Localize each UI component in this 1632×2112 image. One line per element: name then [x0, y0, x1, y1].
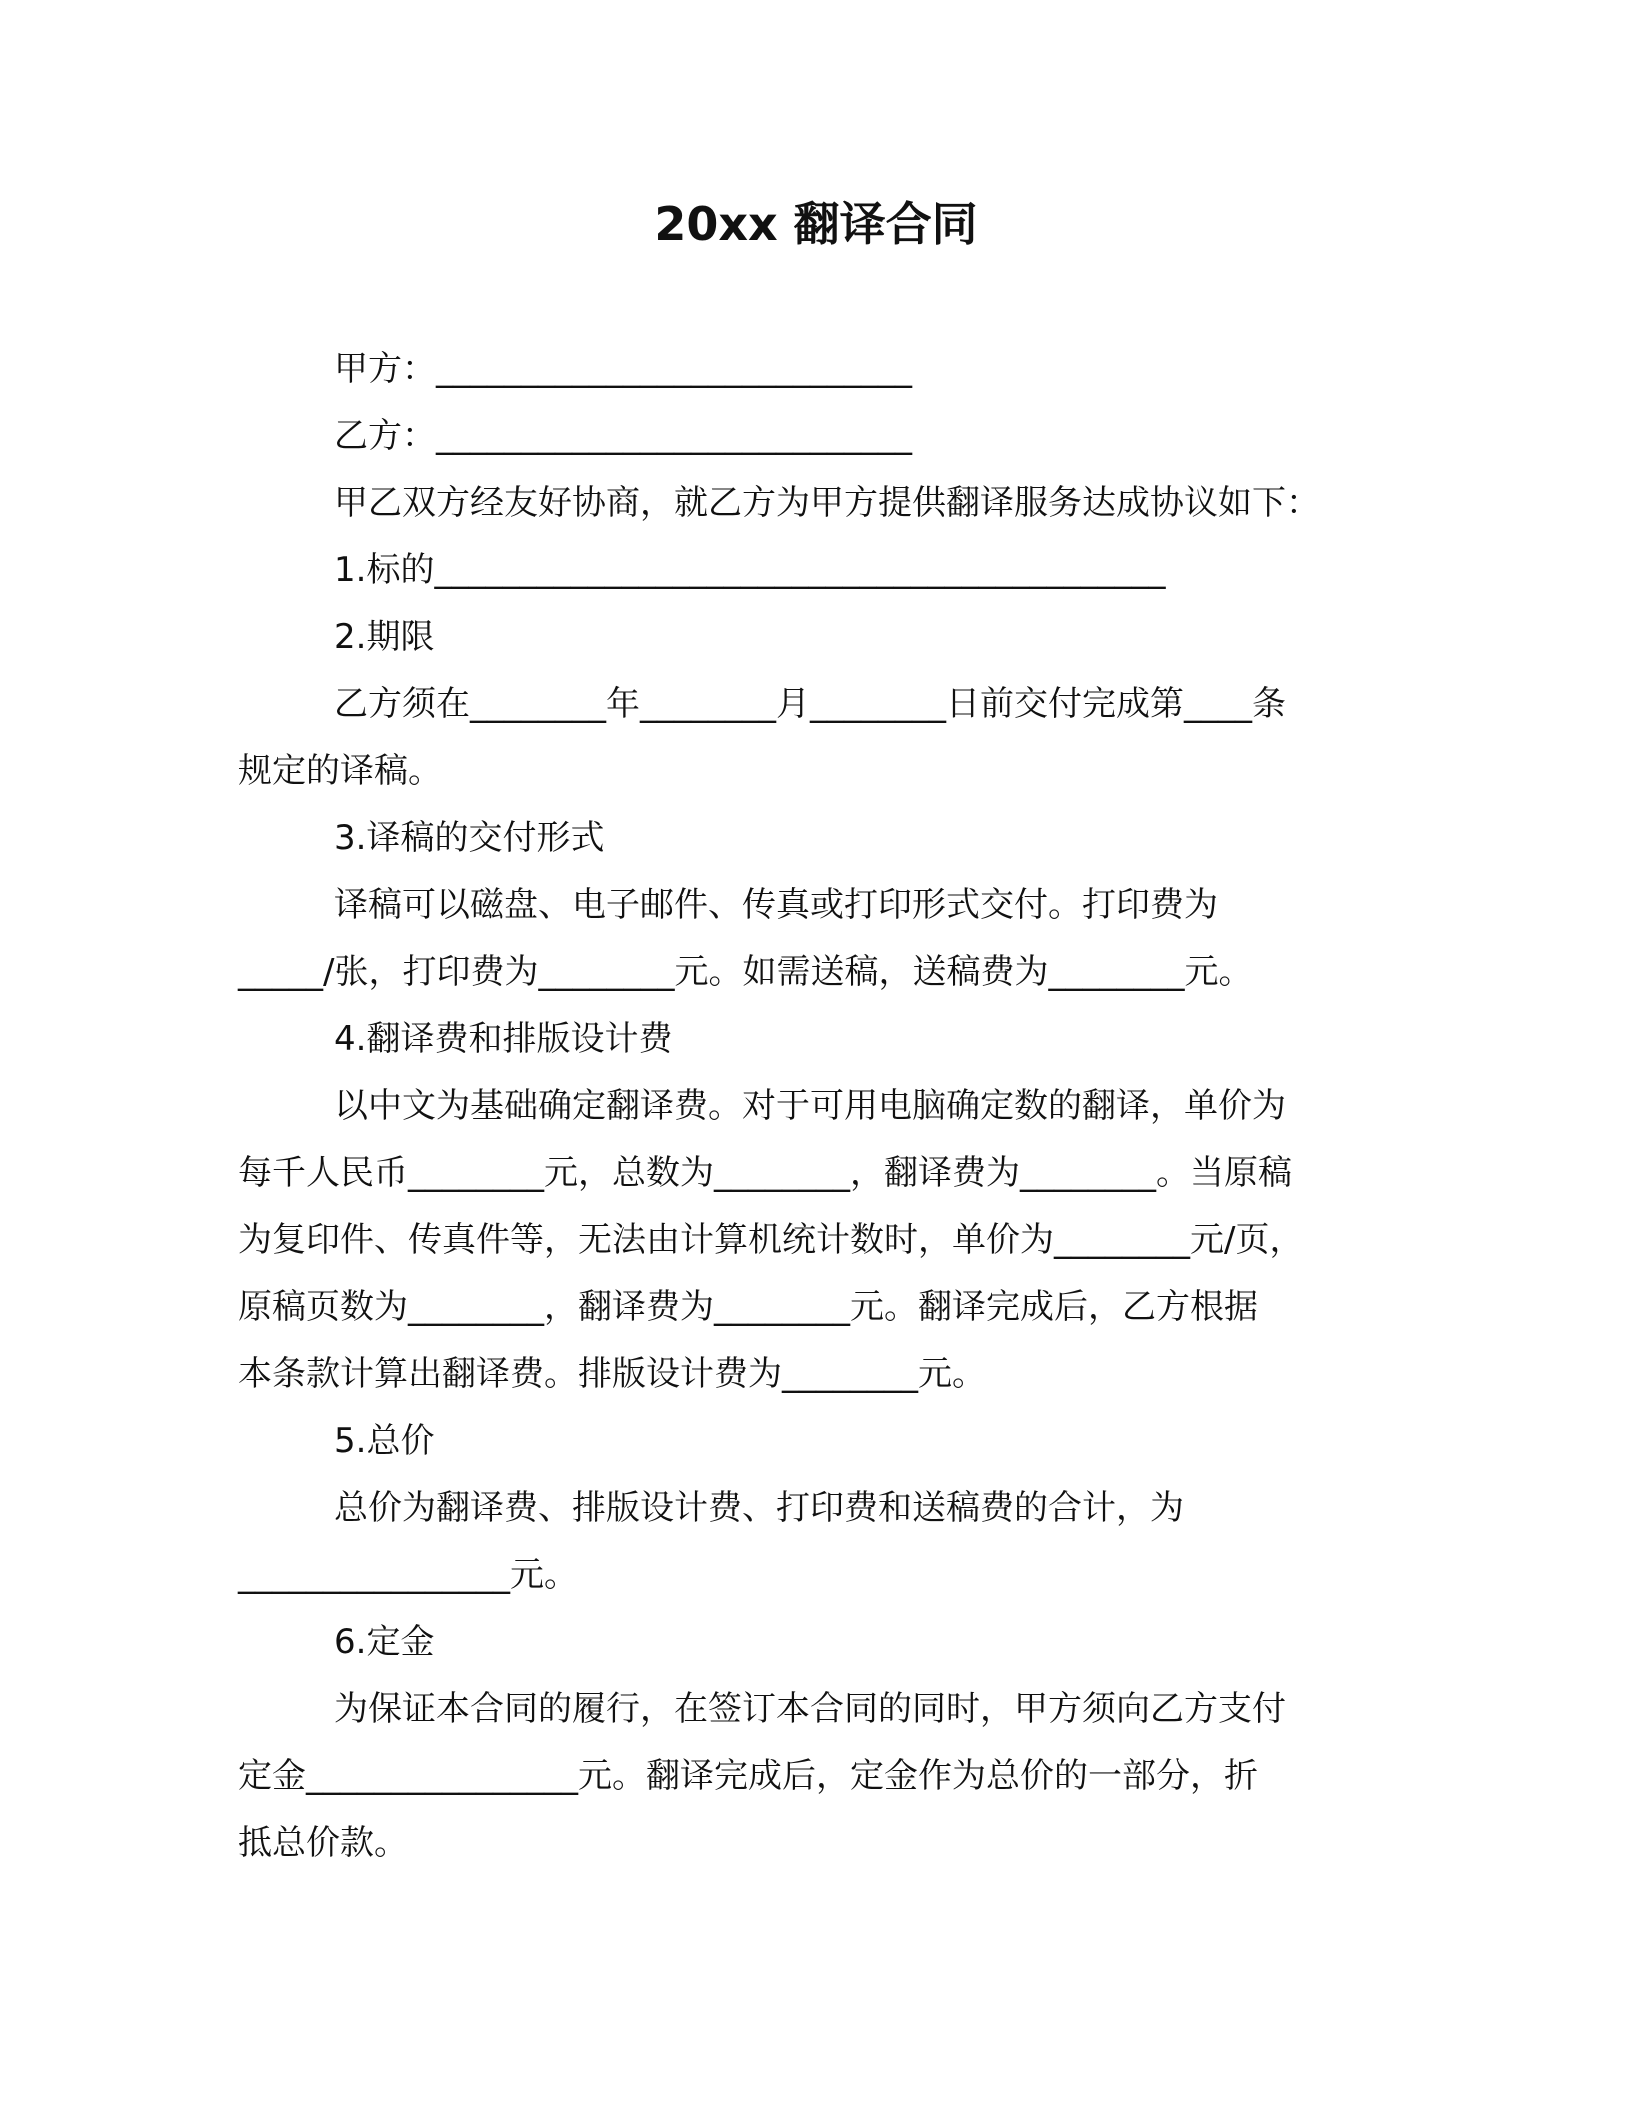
clause-2-text-line: 规定的译稿。 — [238, 751, 442, 791]
clause-6-text-line: 为保证本合同的履行，在签订本合同的同时，甲方须向乙方支付 — [334, 1689, 1286, 1729]
clause-4-text-line: 每千人民币________元，总数为________，翻译费为________。当原稿 — [238, 1153, 1292, 1193]
clause-4-text-line: 原稿页数为________，翻译费为________元。翻译完成后，乙方根据 — [238, 1287, 1258, 1327]
clause-5-text-line: 总价为翻译费、排版设计费、打印费和送稿费的合计，为 — [334, 1488, 1184, 1528]
clause-6-text-line: 抵总价款。 — [238, 1823, 408, 1863]
clause-1-subject: 1.标的___________________________________________ — [334, 550, 1166, 590]
clause-6-text-line: 定金________________元。翻译完成后，定金作为总价的一部分，折 — [238, 1756, 1258, 1796]
clause-2-text-line: 乙方须在________年________月________日前交付完成第____条 — [334, 684, 1286, 724]
clause-3-heading: 3.译稿的交付形式 — [334, 818, 605, 858]
clause-4-text-line: 以中文为基础确定翻译费。对于可用电脑确定数的翻译，单价为 — [334, 1086, 1286, 1126]
party-b-line: 乙方：____________________________ — [334, 416, 912, 456]
document-body — [238, 336, 1398, 1877]
clause-6-heading: 6.定金 — [334, 1622, 435, 1662]
clause-4-text-line: 为复印件、传真件等，无法由计算机统计数时，单价为________元/页， — [238, 1220, 1304, 1260]
clause-3-text-line: 译稿可以磁盘、电子邮件、传真或打印形式交付。打印费为 — [334, 885, 1218, 925]
clause-4-text-line: 本条款计算出翻译费。排版设计费为________元。 — [238, 1354, 986, 1394]
clause-5-heading: 5.总价 — [334, 1421, 435, 1461]
clause-5-text-line: ________________元。 — [238, 1555, 578, 1595]
document-title: 20xx 翻译合同 — [654, 197, 978, 251]
preamble-paragraph: 甲乙双方经友好协商，就乙方为甲方提供翻译服务达成协议如下： — [334, 483, 1320, 523]
clause-3-text-line: _____/张，打印费为________元。如需送稿，送稿费为________元。 — [238, 952, 1253, 992]
party-a-line: 甲方：____________________________ — [334, 349, 912, 389]
clause-2-heading: 2.期限 — [334, 617, 435, 657]
clause-4-heading: 4.翻译费和排版设计费 — [334, 1019, 673, 1059]
